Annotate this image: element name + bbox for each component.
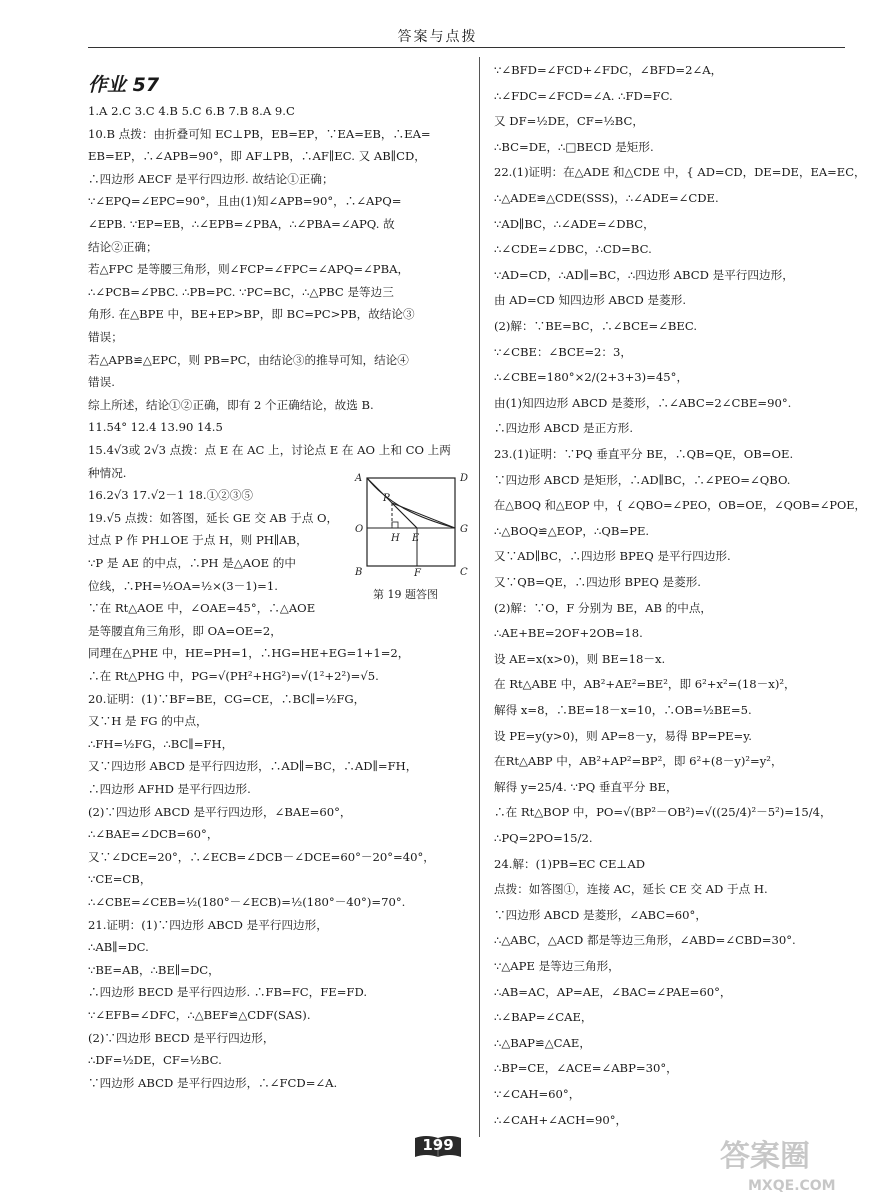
text-line: 又∵∠DCE=20°，∴∠ECB=∠DCB－∠DCE=60°－20°=40°，	[88, 849, 435, 864]
text-line: ∴BC=DE，∴□BECD 是矩形.	[494, 139, 654, 154]
text-line: ∴在 Rt△PHG 中，PG=√(PH²+HG²)=√(1²+2²)=√5.	[88, 669, 379, 683]
text-line: (2)解：∵O，F 分别为 BE，AB 的中点，	[494, 600, 713, 615]
text-line: 1.A 2.C 3.C 4.B 5.C 6.B 7.B 8.A 9.C	[88, 104, 295, 118]
text-line: 11.54° 12.4 13.90 14.5	[88, 420, 223, 435]
text-line: ∴PQ=2PO=15/2.	[494, 831, 593, 845]
text-line: ∴△BAP≌△CAE，	[494, 1035, 591, 1050]
text-line: 同理在△PHE 中，HE=PH=1，∴HG=HE+EG=1+1=2，	[88, 646, 410, 661]
text-line: 由 AD=CD 知四边形 ABCD 是菱形.	[494, 293, 686, 308]
text-line: ∵∠EPQ=∠EPC=90°，且由(1)知∠APB=90°，∴∠APQ=	[88, 194, 402, 209]
watermark-text-url: MXQE.COM	[748, 1178, 836, 1194]
text-line: ∴四边形 BECD 是平行四边形. ∴FB=FC，FE=FD.	[88, 985, 368, 1000]
header-rule	[88, 47, 845, 48]
label-o: O	[355, 524, 364, 535]
text-line: ∵AD∥BC，∴∠ADE=∠DBC，	[494, 216, 655, 231]
text-line: ∵四边形 ABCD 是平行四边形，∴∠FCD=∠A.	[88, 1075, 338, 1090]
text-line: ∴∠BAP=∠CAE，	[494, 1010, 593, 1025]
text-line: ∴DF=½DE，CF=½BC.	[88, 1053, 222, 1068]
label-a: A	[355, 473, 363, 484]
text-line: (2)解：∵BE=BC，∴∠BCE=∠BEC.	[494, 319, 698, 333]
text-line: 位线，∴PH=½OA=½×(3－1)=1.	[88, 578, 278, 593]
text-line: 错误.	[88, 375, 115, 390]
text-line: 23.(1)证明：∵PQ 垂直平分 BE，∴QB=QE，OB=OE.	[494, 447, 794, 461]
text-line: ∴∠BAE=∠DCB=60°，	[88, 827, 219, 842]
text-line: ∴△ABC，△ACD 都是等边三角形，∠ABD=∠CBD=30°.	[494, 933, 796, 948]
text-line: 21.证明：(1)∵四边形 ABCD 是平行四边形，	[88, 917, 328, 932]
section-title: 作业 57	[88, 74, 160, 96]
text-line: ∴AB∥=DC.	[88, 940, 149, 955]
text-line: 若△APB≌△EPC，则 PB=PC，由结论③的推导可知，结论④	[88, 352, 409, 367]
text-line: (2)∵四边形 ABCD 是平行四边形，∠BAE=60°，	[88, 804, 352, 819]
text-line: ∴四边形 ABCD 是正方形.	[494, 421, 634, 436]
text-line: ∴在 Rt△BOP 中，PO=√(BP²－OB²)=√((25/4)²－5²)=15/4，	[494, 805, 832, 820]
text-line: 设 PE=y(y>0)，则 AP=8－y，易得 BP=PE=y.	[494, 728, 752, 743]
text-line: ∴∠FDC=∠FCD=∠A. ∴FD=FC.	[494, 88, 673, 103]
text-line: 又∵AD∥BC，∴四边形 BPEQ 是平行四边形.	[494, 549, 731, 564]
curve-ag	[367, 478, 455, 528]
label-g: G	[460, 524, 468, 535]
page-header-title: 答案与点拨	[397, 29, 478, 45]
text-line: 16.2√3 17.√2－1 18.①②③⑤	[88, 488, 253, 503]
label-c: C	[460, 567, 468, 578]
text-line: ∴∠CBE=180°×2/(2+3+3)=45°，	[494, 370, 689, 385]
label-p: P	[383, 493, 390, 504]
text-line: 24.解：(1)PB=EC CE⊥AD	[494, 856, 646, 871]
line-pe	[392, 503, 417, 528]
text-line: 是等腰直角三角形，即 OA=OE=2，	[88, 623, 282, 638]
text-line: ∵四边形 ABCD 是矩形，∴AD∥BC，∴∠PEO=∠QBO.	[494, 472, 791, 487]
text-line: 解得 y=25/4. ∵PQ 垂直平分 BE，	[494, 779, 678, 794]
text-line: 由(1)知四边形 ABCD 是菱形，∴∠ABC=2∠CBE=90°.	[494, 395, 792, 410]
label-e: E	[412, 533, 420, 544]
label-d: D	[460, 473, 469, 484]
figure-caption: 第 19 题答图	[373, 588, 438, 601]
text-line: ∴∠PCB=∠PBC. ∴PB=PC. ∵PC=BC，∴△PBC 是等边三	[88, 284, 394, 299]
label-b: B	[355, 567, 363, 578]
text-line: ∵CE=CB，	[88, 872, 152, 887]
text-line: ∵∠CBE：∠BCE=2：3，	[494, 344, 632, 359]
text-line: 结论②正确；	[88, 239, 158, 254]
text-line: ∴∠CBE=∠CEB=½(180°－∠ECB)=½(180°－40°)=70°.	[88, 895, 406, 909]
page-number: 199	[422, 1136, 454, 1154]
text-line: ∴△BOQ≌△EOP，∴QB=PE.	[494, 523, 650, 538]
text-line: ∵AD=CD，∴AD∥=BC，∴四边形 ABCD 是平行四边形，	[494, 267, 794, 282]
label-h: H	[391, 533, 400, 544]
geometry-figure-q19	[334, 470, 474, 578]
text-line: ∴∠CAH+∠ACH=90°，	[494, 1112, 628, 1127]
text-line: ∵∠CAH=60°，	[494, 1087, 581, 1101]
line-pg	[392, 503, 455, 528]
text-line: ∵P 是 AE 的中点，∴PH 是△AOE 的中	[88, 556, 296, 570]
text-line: 在Rt△ABP 中，AB²+AP²=BP²，即 6²+(8－y)²=y²，	[494, 754, 783, 769]
text-line: 又∵四边形 ABCD 是平行四边形，∴AD∥=BC，∴AD∥=FH，	[88, 759, 418, 774]
text-line: ∴∠CDE=∠DBC，∴CD=BC.	[494, 242, 652, 257]
text-line: 设 AE=x(x>0)，则 BE=18－x.	[494, 651, 666, 666]
text-line: 点拨：如答图①，连接 AC，延长 CE 交 AD 于点 H.	[494, 882, 768, 897]
text-line: 种情况.	[88, 465, 127, 480]
text-line: 错误；	[88, 330, 123, 344]
text-line: ∵在 Rt△AOE 中，∠OAE=45°，∴△AOE	[88, 601, 316, 616]
text-line: 若△FPC 是等腰三角形，则∠FCP=∠FPC=∠APQ=∠PBA，	[88, 262, 410, 277]
text-line: ∴四边形 AFHD 是平行四边形.	[88, 782, 251, 796]
text-line: (2)∵四边形 BECD 是平行四边形，	[88, 1030, 275, 1045]
text-line: 又 DF=½DE，CF=½BC，	[494, 114, 644, 129]
text-line: ∴AE+BE=2OF+2OB=18.	[494, 626, 643, 641]
text-line: 综上所述，结论①②正确，即有 2 个正确结论，故选 B.	[88, 397, 374, 412]
right-angle-mark	[392, 522, 398, 528]
text-line: 在△BOQ 和△EOP 中，{ ∠QBO=∠PEO，OB=OE，∠QOB=∠POE，	[494, 498, 866, 513]
text-line: EB=EP，∴∠APB=90°，即 AF⊥PB，∴AF∥EC. 又 AB∥CD，	[88, 149, 426, 164]
text-line: ∴BP=CE，∠ACE=∠ABP=30°，	[494, 1061, 678, 1076]
text-line: ∵四边形 ABCD 是菱形，∠ABC=60°，	[494, 907, 707, 922]
text-line: 又∵H 是 FG 的中点，	[88, 714, 208, 729]
watermark-text-cn: 答案圈	[720, 1139, 810, 1174]
label-f: F	[414, 568, 421, 578]
text-line: 15.4√3或 2√3 点拨：点 E 在 AC 上，讨论点 E 在 AO 上和 CO 上两	[88, 443, 451, 457]
column-divider	[479, 57, 480, 1137]
text-line: ∴FH=½FG，∴BC∥=FH，	[88, 736, 234, 751]
text-line: 解得 x=8，∴BE=18－x=10，∴OB=½BE=5.	[494, 703, 752, 717]
text-line: ∵BE=AB，∴BE∥=DC，	[88, 962, 220, 977]
text-line: 22.(1)证明：在△ADE 和△CDE 中，{ AD=CD，DE=DE，EA=EC，	[494, 165, 866, 180]
text-line: ∵△APE 是等边三角形，	[494, 959, 620, 973]
text-line: ∴AB=AC，AP=AE，∠BAC=∠PAE=60°，	[494, 984, 732, 999]
text-line: ∴四边形 AECF 是平行四边形. 故结论①正确；	[88, 171, 334, 186]
text-line: 过点 P 作 PH⊥OE 于点 H，则 PH∥AB，	[88, 533, 308, 548]
text-line: ∴△ADE≌△CDE(SSS)，∴∠ADE=∠CDE.	[494, 191, 719, 205]
text-line: 19.√5 点拨：如答图，延长 GE 交 AB 于点 O，	[88, 510, 339, 525]
text-line: 角形. 在△BPE 中，BE+EP>BP，即 BC=PC>PB，故结论③	[88, 307, 415, 322]
text-line: ∵∠EFB=∠DFC，∴△BEF≌△CDF(SAS).	[88, 1008, 311, 1022]
text-line: ∵∠BFD=∠FCD+∠FDC，∠BFD=2∠A，	[494, 63, 723, 77]
text-line: 又∵QB=QE，∴四边形 BPEQ 是菱形.	[494, 575, 701, 589]
text-line: 10.B 点拨：由折叠可知 EC⊥PB，EB=EP，∵EA=EB，∴EA=	[88, 126, 431, 141]
watermark-logo	[718, 1132, 868, 1194]
text-line: 20.证明：(1)∵BF=BE，CG=CE，∴BC∥=½FG，	[88, 691, 366, 706]
text-line: 在 Rt△ABE 中，AB²+AE²=BE²，即 6²+x²=(18－x)²，	[494, 677, 796, 692]
text-line: ∠EPB. ∵EP=EB，∴∠EPB=∠PBA，∴∠PBA=∠APQ. 故	[88, 217, 395, 231]
